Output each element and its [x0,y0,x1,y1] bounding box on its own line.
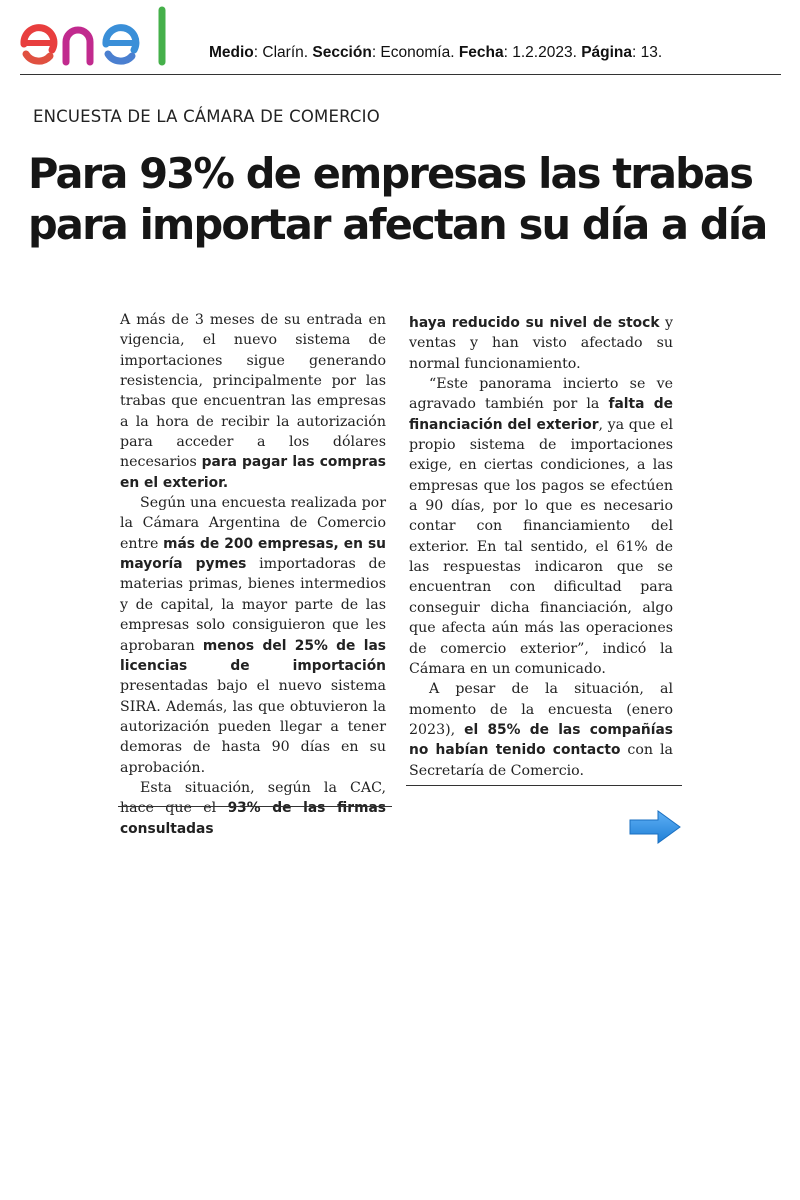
column-end-rule-left [118,806,392,807]
fecha-value: : 1.2.2023. [503,44,582,61]
seccion-label: Sección [312,44,372,61]
paragraph-6 [409,679,673,781]
medio-value: : Clarín. [253,44,313,61]
pagina-value: : 13. [632,44,663,61]
fecha-label: Fecha [458,44,504,61]
medio-label: Medio [209,44,254,61]
article-column-right [409,313,673,781]
press-metadata [209,44,662,62]
headline-line-2: para importar afectan su día a día [28,200,767,249]
paragraph-text: “Este panorama incierto se ve agravado también por la [409,376,673,413]
paragraph-highlight: menos del 25% de las licencias de importación [120,637,387,674]
paragraph-text: A pesar de la situación, al momento de la encuesta (enero 2023), [409,681,673,738]
paragraph-4 [409,313,673,374]
paragraph-text: y ventas y han visto afectado su normal funcionamiento. [409,315,673,372]
paragraph-1 [120,310,386,493]
article-column-left [120,310,386,839]
paragraph-highlight: haya reducido su nivel de stock [409,315,660,331]
paragraph-highlight: para pagar las compras en el exterior. [120,454,386,491]
paragraph-highlight: falta de financiación del exterior [409,396,674,433]
paragraph-highlight: el 85% de las compañías no habían tenido contacto [409,721,673,759]
paragraph-text: A más de 3 meses de su entrada en vigencia, el nuevo sistema de importaciones sigue generando resistencia, principalmente por las trabas que encuentran las empresas a la hora de recibir la autorización para acceder a los dólares necesarios [120,312,386,471]
pagina-label: Página [581,44,633,61]
headline-line-1: Para 93% de empresas las trabas [28,149,753,198]
paragraph-text: presentadas bajo el nuevo sistema SIRA. Además, las que obtuvieron la autorización pueden llegar a tener demoras de hasta 90 días en su aprobación. [120,678,386,776]
paragraph-text: , ya que el propio sistema de importaciones exige, en ciertas condiciones, a las empresas que los pagos se efectúen a 90 días, por lo que es necesario contar con financiamiento del exterior. En tal sentido, el 61% de las respuestas indicaron que se encuentran con dificultad para conseguir dicha financiación, algo que afecta aún más las operaciones de comercio exterior”, indicó la Cámara en un comunicado. [409,416,674,677]
paragraph-highlight: más de 200 empresas, en su mayoría pymes [120,535,386,573]
header-divider [20,74,781,75]
paragraph-2 [120,493,386,778]
paragraph-text: Esta situación, según la CAC, hace que el [120,779,386,817]
paragraph-text: Según una encuesta realizada por la Cámara Argentina de Comercio entre [120,495,386,552]
enel-logo [16,6,181,68]
paragraph-highlight: 93% de las firmas consultadas [120,800,386,837]
column-end-rule-right [406,785,682,786]
paragraph-3 [120,778,386,839]
paragraph-5 [409,374,673,679]
paragraph-text: con la Secretaría de Comercio. [409,742,674,779]
paragraph-text: importadoras de materias primas, bienes intermedios y de capital, la mayor parte de las empresas solo consiguieron que les aprobaran [120,556,387,654]
arrow-right-icon[interactable] [628,809,682,845]
seccion-value: : Economía. [371,44,459,61]
article-kicker: ENCUESTA DE LA CÁMARA DE COMERCIO [33,107,380,126]
article-headline [28,148,788,250]
